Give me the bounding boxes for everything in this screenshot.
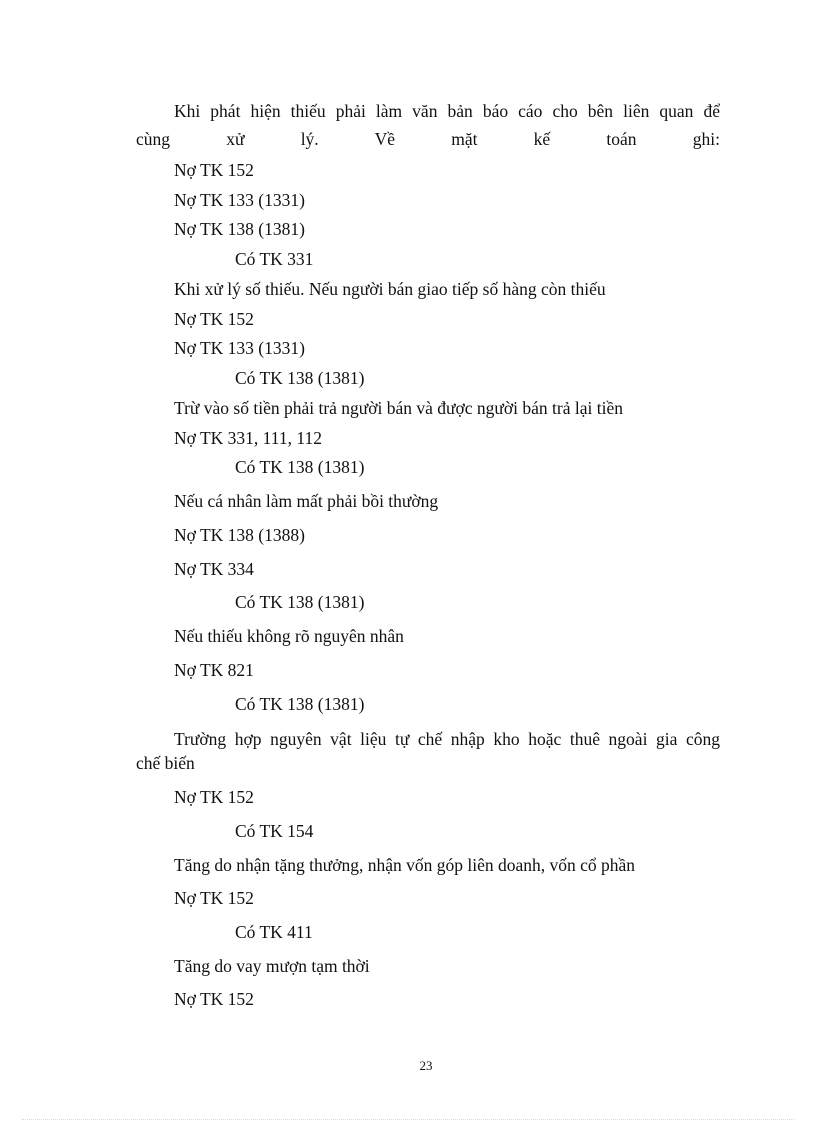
page-bottom-divider — [22, 1119, 794, 1120]
paragraph-line: Nếu cá nhân làm mất phải bồi thường — [174, 491, 439, 511]
paragraph-line: Trừ vào số tiền phải trả người bán và được người bán trả lại tiền — [174, 398, 623, 418]
paragraph-line: Nếu thiếu không rõ nguyên nhân — [174, 626, 404, 646]
debit-entry: Nợ TK 152 — [174, 888, 254, 908]
credit-entry: Có TK 411 — [235, 922, 313, 942]
page-number: 23 — [419, 1058, 433, 1073]
credit-entry: Có TK 138 (1381) — [235, 368, 365, 388]
paragraph-line: Tăng do nhận tặng thưởng, nhận vốn góp liên doanh, vốn cổ phần — [174, 855, 636, 875]
paragraph-line: Khi xử lý số thiếu. Nếu người bán giao tiếp số hàng còn thiếu — [174, 279, 606, 299]
debit-entry: Nợ TK 152 — [174, 160, 254, 180]
debit-entry: Nợ TK 821 — [174, 660, 254, 680]
debit-entry: Nợ TK 331, 111, 112 — [174, 428, 322, 448]
debit-entry: Nợ TK 152 — [174, 989, 254, 1009]
credit-entry: Có TK 138 (1381) — [235, 457, 365, 477]
paragraph-line: Khi phát hiện thiếu phải làm văn bản báo cáo cho bên liên quan để — [174, 101, 720, 121]
credit-entry: Có TK 138 (1381) — [235, 694, 365, 714]
paragraph-line: chế biến — [136, 753, 195, 773]
debit-entry: Nợ TK 133 (1331) — [174, 338, 305, 358]
paragraph-line: cùng xử lý. Về mặt kế toán ghi: — [136, 129, 720, 149]
paragraph-line: Tăng do vay mượn tạm thời — [174, 956, 370, 976]
paragraph-line: Trường hợp nguyên vật liệu tự chế nhập kho hoặc thuê ngoài gia công — [174, 729, 720, 749]
credit-entry: Có TK 154 — [235, 821, 314, 841]
debit-entry: Nợ TK 152 — [174, 309, 254, 329]
debit-entry: Nợ TK 334 — [174, 559, 254, 579]
debit-entry: Nợ TK 133 (1331) — [174, 190, 305, 210]
credit-entry: Có TK 138 (1381) — [235, 592, 365, 612]
debit-entry: Nợ TK 138 (1388) — [174, 525, 305, 545]
debit-entry: Nợ TK 152 — [174, 787, 254, 807]
debit-entry: Nợ TK 138 (1381) — [174, 219, 305, 239]
credit-entry: Có TK 331 — [235, 249, 314, 269]
